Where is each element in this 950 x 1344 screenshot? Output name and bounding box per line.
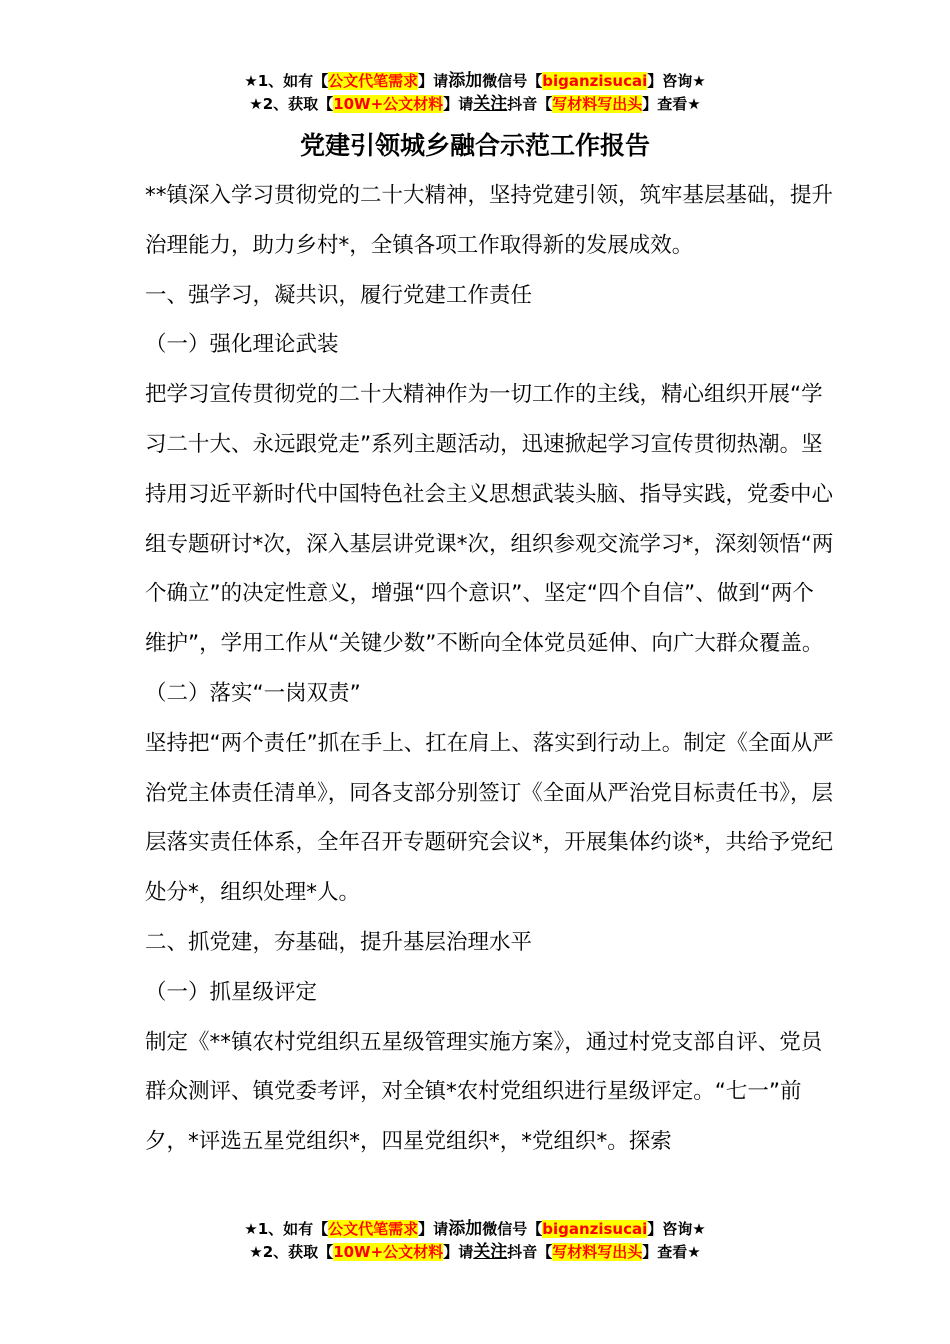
- paragraph: 坚持把“两个责任”抓在手上、扛在肩上、落实到行动上。制定《全面从严治党主体责任清单》，同各支部分别签订《全面从严治党目标责任书》，层层落实责任体系，全年召开专题研究会议*，开展集体约谈*，共给予党纪处分*，组织处理*人。: [145, 730, 834, 906]
- highlight-text: biganzisucai: [542, 1220, 648, 1238]
- subsection-heading: （一）抓星级评定: [145, 979, 318, 1005]
- highlight-text: biganzisucai: [542, 72, 648, 90]
- highlight-text: 写材料写出头: [552, 95, 643, 113]
- paragraph: **镇深入学习贯彻党的二十大精神，坚持党建引领，筑牢基层基础，提升治理能力，助力乡村*，全镇各项工作取得新的发展成效。: [145, 183, 834, 258]
- paragraph: 把学习宣传贯彻党的二十大精神作为一切工作的主线，精心组织开展“学习二十大、永远跟党走”系列主题活动，迅速掀起学习宣传贯彻热潮。坚持用习近平新时代中国特色社会主义思想武装头脑、指导实践，党委中心组专题研讨*次，深入基层讲党课*次，组织参观交流学习*，深刻领悟“两个确立”的决定性意义，增强“四个意识”、坚定“四个自信”、做到“两个维护”，学用工作从“关键少数”不断向全体党员延伸、向广大群众覆盖。: [145, 382, 834, 657]
- document-title: 党建引领城乡融合示范工作报告: [299, 131, 650, 160]
- section-heading: 一、强学习，凝共识，履行党建工作责任: [145, 282, 533, 308]
- banner-line-2: ★2、获取【10W+公文材料】请关注抖音【写材料写出头】查看★: [249, 1242, 701, 1262]
- subsection-heading: （二）落实“一岗双责”: [145, 680, 361, 706]
- banner-line-1: ★1、如有【公文代笔需求】请添加微信号【biganzisucai】咨询★: [244, 71, 706, 91]
- document-body: [145, 171, 835, 1167]
- banner-line-2: ★2、获取【10W+公文材料】请关注抖音【写材料写出头】查看★: [249, 94, 701, 114]
- highlight-text: 写材料写出头: [552, 1243, 643, 1261]
- highlight-text: 10W+公文材料: [333, 95, 444, 113]
- section-heading: 二、抓党建，夯基础，提升基层治理水平: [145, 929, 533, 955]
- subsection-heading: （一）强化理论武装: [145, 332, 339, 358]
- highlight-text: 公文代笔需求: [328, 72, 419, 90]
- header-banner: [0, 70, 950, 116]
- highlight-text: 公文代笔需求: [328, 1220, 419, 1238]
- banner-line-1: ★1、如有【公文代笔需求】请添加微信号【biganzisucai】咨询★: [244, 1219, 706, 1239]
- paragraph: 制定《**镇农村党组织五星级管理实施方案》，通过村党支部自评、党员群众测评、镇党委考评，对全镇*农村党组织进行星级评定。“七一”前夕，*评选五星党组织*，四星党组织*，*党组织*。探索: [145, 1029, 823, 1155]
- highlight-text: 10W+公文材料: [333, 1243, 444, 1261]
- footer-banner: [0, 1218, 950, 1264]
